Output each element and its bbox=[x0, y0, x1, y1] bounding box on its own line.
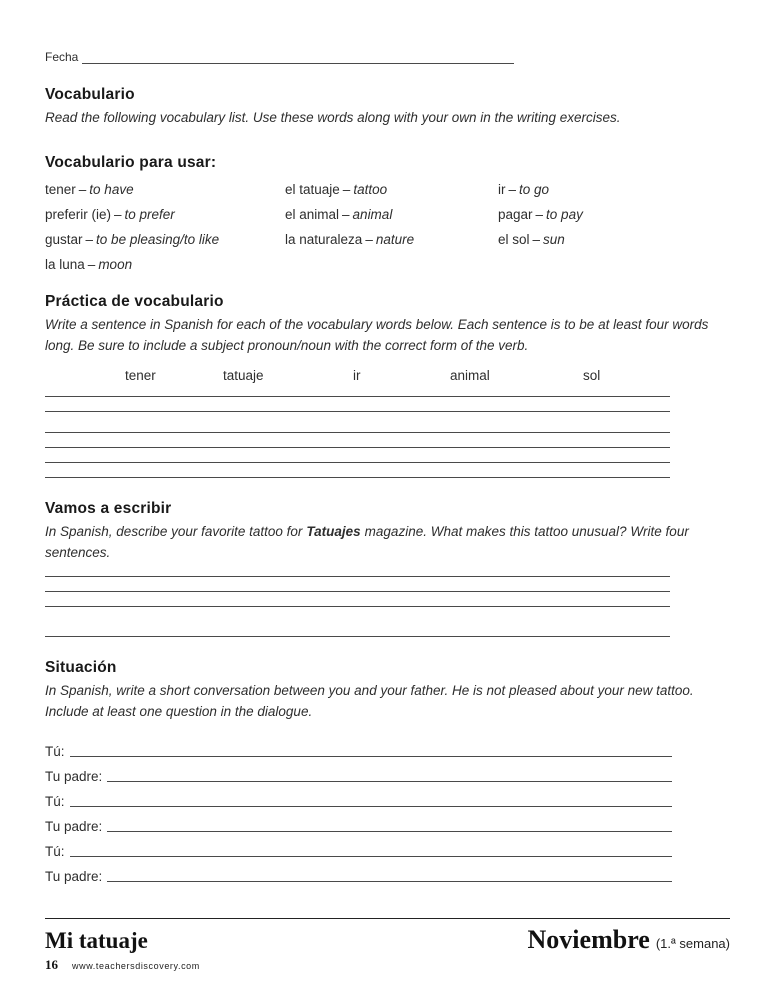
vocabulario-instructions: Read the following vocabulary list. Use these words along with your own in the writing exercises. bbox=[45, 110, 621, 125]
dialogue-answer-line bbox=[70, 782, 672, 807]
answer-line bbox=[45, 592, 670, 607]
dialogue-speaker-label: Tú: bbox=[45, 844, 65, 859]
vocab-term: el sol bbox=[498, 232, 530, 247]
instructions-text: In Spanish, describe your favorite tattoo for bbox=[45, 524, 303, 539]
vocab-column-1 bbox=[45, 177, 285, 277]
footer-month: Noviembre bbox=[527, 925, 650, 954]
vocab-separator: – bbox=[535, 207, 544, 222]
practica-instructions: Write a sentence in Spanish for each of the vocabulary words below. Each sentence is to be at least four words long. Be sure to include a subject pronoun/noun with the correct form of the verb. bbox=[45, 317, 709, 353]
dialogue-row bbox=[45, 759, 672, 784]
vocab-separator: – bbox=[87, 257, 96, 272]
vocab-column-2 bbox=[285, 177, 498, 277]
vocab-term: preferir (ie) bbox=[45, 207, 112, 222]
answer-line bbox=[45, 397, 670, 412]
vocab-term: el animal bbox=[285, 207, 340, 222]
escribir-instructions bbox=[45, 521, 730, 563]
vocab-translation: moon bbox=[98, 257, 133, 272]
fecha-row bbox=[45, 48, 730, 64]
vocabulario-heading: Vocabulario bbox=[45, 86, 135, 103]
vocab-entry bbox=[498, 177, 678, 202]
vocab-translation: tattoo bbox=[353, 182, 388, 197]
fecha-label: Fecha bbox=[45, 50, 79, 64]
vocab-usar-heading: Vocabulario para usar: bbox=[45, 154, 217, 171]
practice-word: tatuaje bbox=[223, 368, 264, 383]
dialogue-row bbox=[45, 809, 672, 834]
vocab-term: gustar bbox=[45, 232, 83, 247]
practice-words-row bbox=[45, 365, 730, 383]
answer-line bbox=[45, 448, 670, 463]
vocab-entry bbox=[45, 177, 285, 202]
situacion-instructions: In Spanish, write a short conversation between you and your father. He is not pleased about your new tattoo. Include at least one question in the dialogue. bbox=[45, 683, 694, 719]
dialogue-answer-line bbox=[107, 857, 672, 882]
answer-line bbox=[45, 577, 670, 592]
vocab-term: la naturaleza bbox=[285, 232, 363, 247]
vocab-translation: sun bbox=[543, 232, 565, 247]
fecha-blank-line bbox=[82, 51, 514, 64]
vocab-translation: to pay bbox=[546, 207, 583, 222]
vocab-entry bbox=[45, 252, 285, 277]
instructions-text: magazine. What makes this tattoo unusual? Write four sentences. bbox=[45, 524, 689, 560]
practice-word: animal bbox=[450, 368, 490, 383]
vocab-entry bbox=[45, 227, 285, 252]
dialogue-speaker-label: Tu padre: bbox=[45, 869, 103, 884]
vocab-translation: to be pleasing/to like bbox=[96, 232, 220, 247]
vocab-term: pagar bbox=[498, 207, 533, 222]
answer-line bbox=[45, 433, 670, 448]
answer-line bbox=[45, 463, 670, 478]
dialogue-row bbox=[45, 859, 672, 884]
practica-answer-lines bbox=[45, 383, 670, 478]
dialogue-section bbox=[45, 734, 672, 884]
vocab-separator: – bbox=[508, 182, 517, 197]
vocab-entry bbox=[45, 202, 285, 227]
dialogue-answer-line bbox=[107, 807, 672, 832]
dialogue-answer-line bbox=[107, 757, 672, 782]
escribir-answer-lines bbox=[45, 563, 670, 637]
escribir-heading: Vamos a escribir bbox=[45, 500, 172, 517]
vocab-separator: – bbox=[532, 232, 541, 247]
vocab-list bbox=[45, 177, 730, 277]
practice-word: tener bbox=[125, 368, 156, 383]
worksheet-title: Mi tatuaje bbox=[45, 928, 148, 953]
vocab-translation: to go bbox=[519, 182, 550, 197]
vocab-entry bbox=[285, 177, 498, 202]
dialogue-speaker-label: Tú: bbox=[45, 744, 65, 759]
vocab-separator: – bbox=[342, 182, 351, 197]
footer-week: (1.ª semana) bbox=[655, 936, 730, 951]
answer-line bbox=[45, 563, 670, 577]
vocab-separator: – bbox=[85, 232, 94, 247]
answer-line bbox=[45, 607, 670, 637]
page-number: 16 bbox=[45, 957, 58, 972]
vocab-entry bbox=[498, 227, 678, 252]
vocab-translation: to prefer bbox=[124, 207, 175, 222]
dialogue-row bbox=[45, 734, 672, 759]
footer-sub-row bbox=[45, 957, 730, 973]
vocab-term: el tatuaje bbox=[285, 182, 340, 197]
vocab-translation: animal bbox=[352, 207, 393, 222]
vocab-separator: – bbox=[114, 207, 122, 222]
vocab-separator: – bbox=[78, 182, 87, 197]
dialogue-answer-line bbox=[70, 832, 672, 857]
vocab-column-3 bbox=[498, 177, 678, 277]
publisher-website: www.teachersdiscovery.com bbox=[72, 961, 200, 971]
vocab-separator: – bbox=[365, 232, 373, 247]
vocab-translation: nature bbox=[375, 232, 415, 247]
vocab-term: la luna bbox=[45, 257, 85, 272]
magazine-name: Tatuajes bbox=[306, 524, 361, 539]
practice-word: ir bbox=[353, 368, 361, 383]
vocab-translation: to have bbox=[89, 182, 134, 197]
vocab-entry bbox=[498, 202, 678, 227]
vocab-term: ir bbox=[498, 182, 506, 197]
footer-title-row bbox=[45, 925, 730, 955]
page-footer bbox=[45, 918, 730, 973]
dialogue-speaker-label: Tu padre: bbox=[45, 819, 103, 834]
dialogue-row bbox=[45, 784, 672, 809]
practica-heading: Práctica de vocabulario bbox=[45, 293, 224, 310]
footer-date bbox=[528, 925, 730, 955]
dialogue-speaker-label: Tú: bbox=[45, 794, 65, 809]
vocab-term: tener bbox=[45, 182, 76, 197]
practice-word: sol bbox=[583, 368, 601, 383]
situacion-heading: Situación bbox=[45, 659, 117, 676]
answer-line bbox=[45, 412, 670, 433]
vocab-entry bbox=[285, 227, 498, 252]
dialogue-speaker-label: Tu padre: bbox=[45, 769, 103, 784]
dialogue-answer-line bbox=[70, 732, 672, 757]
dialogue-row bbox=[45, 834, 672, 859]
answer-line bbox=[45, 383, 670, 397]
vocab-entry bbox=[285, 202, 498, 227]
vocab-separator: – bbox=[342, 207, 350, 222]
